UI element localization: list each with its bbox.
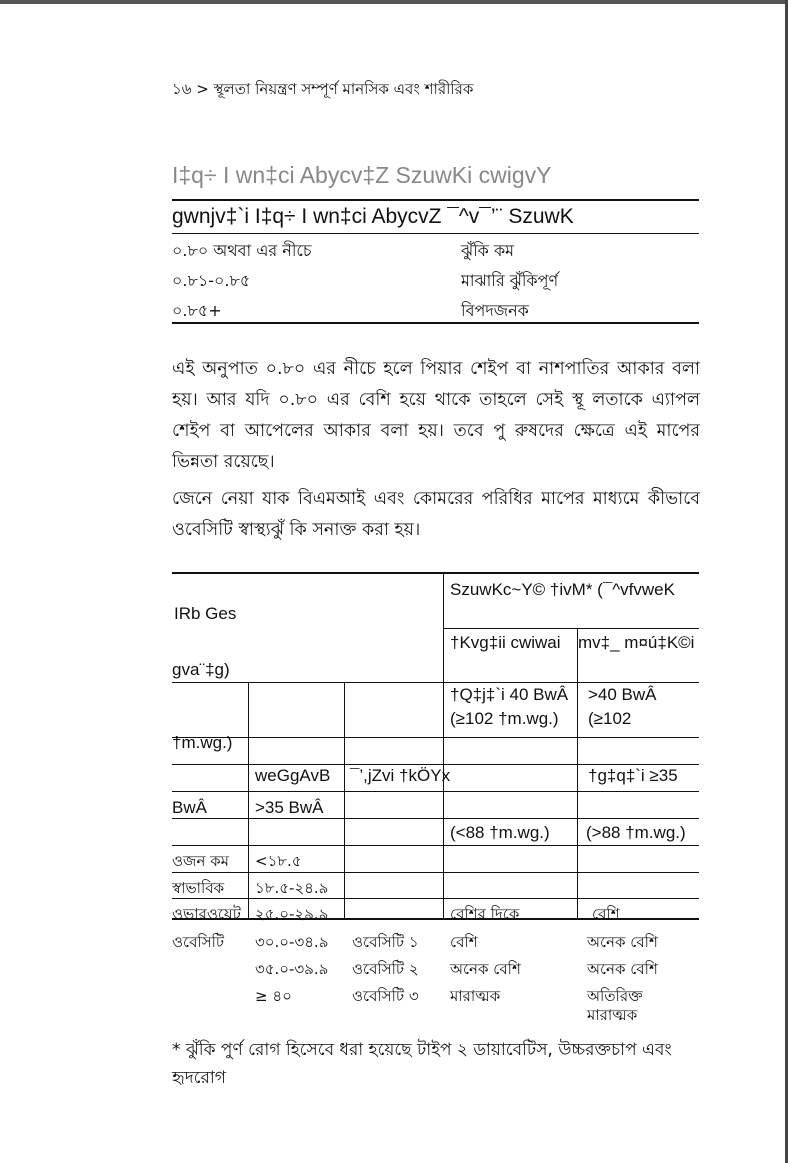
table2-sub-head: mv‡_ m¤ú‡K©i [578, 633, 695, 652]
table2-bmi: ৩০.০-৩৪.৯ [255, 933, 329, 951]
table1-ratio: ০.৮০ অথবা এর নীচে [172, 241, 312, 260]
table2-vrule [248, 682, 249, 919]
table2-rule [172, 764, 699, 765]
table2-risk2-extra: মারাত্মক [587, 1006, 638, 1024]
table2-head-cell: ¯’,jZvi †kÖYx [350, 766, 451, 785]
table1-risk: ঝুঁকি কম [461, 241, 515, 260]
table2-vrule [344, 682, 345, 919]
running-header: ১৬ > স্থূলতা নিয়ন্ত্রণ সম্পূর্ণ মানসিক এবং শারীরিক [172, 80, 474, 98]
table2-bmi: ৩৫.০-৩৯.৯ [255, 960, 329, 978]
table1-top-rule [172, 199, 699, 201]
table2-vrule [443, 573, 444, 919]
table2-rule [172, 872, 699, 873]
section-title: I‡q÷ I wn‡ci Abycv‡Z SzuwKi cwigvY [172, 162, 552, 188]
table2-risk2: অতিরিক্ত [587, 987, 643, 1005]
table2-risk2: অনেক বেশি [587, 960, 658, 978]
table2-head-cell: (<88 †m.wg.) [450, 823, 550, 842]
table2-head-cell: >35 BwÂ [255, 798, 324, 817]
table2-rule [172, 737, 699, 738]
table2-col-head: gva¨‡g) [172, 660, 230, 679]
page-top-border [0, 0, 788, 4]
table2-rule [172, 898, 699, 899]
table2-head-cell: weGgAvB [255, 766, 331, 785]
table2-bmi: <১৮.৫ [255, 852, 302, 870]
table2-head-cell: †m.wg.) [172, 733, 233, 752]
table1-ratio: ০.৮৫+ [172, 301, 222, 320]
table2-col-head: IRb Ges [174, 604, 237, 623]
table2-head-cell: †g‡q‡`i ≥35 [588, 766, 678, 785]
paragraph: জেনে নেয়া যাক বিএমআই এবং কোমরের পরিধির মাপের মাধ্যমে কীভাবে ওবেসিটি স্বাস্থ্যঝুঁ কি সনাক্ত করা হয়। [172, 489, 700, 540]
table2-risk2: বেশি [592, 905, 620, 923]
table2-rule [172, 682, 699, 683]
table2-category: ওভারওয়েট [172, 905, 241, 923]
table2-risk1: অনেক বেশি [450, 960, 521, 978]
table2-category: ওবেসিটি [172, 933, 225, 951]
table2-rule [172, 791, 699, 792]
table2-class: ওবেসিটি ২ [352, 960, 419, 978]
table1-ratio: ০.৮১-০.৮৫ [172, 271, 251, 290]
table2-head-cell: (>88 †m.wg.) [586, 823, 686, 842]
table2-class: ওবেসিটি ১ [352, 933, 419, 951]
table2-category: স্বাভাবিক [172, 879, 225, 897]
table2-risk1: বেশি [450, 933, 478, 951]
table2-bmi: ১৮.৫-২৪.৯ [255, 879, 329, 897]
paragraph: এই অনুপাত ০.৮০ এর নীচে হলে পিয়ার শেইপ বা নাশপাতির আকার বলা হয়। আর যদি ০.৮০ এর বেশি হয়ে থাকে তাহলে সেই স্থূ লতাকে এ্যাপল শেইপ বা আপেলের আকার বলা হয়। তবে পু রুষদের ক্ষেত্রে এই মাপের ভিন্নতা রয়েছে। [172, 359, 700, 472]
table2-class: ওবেসিটি ৩ [352, 987, 419, 1005]
table2-head-cell: (≥102 [588, 709, 632, 728]
table2-vrule [577, 628, 578, 919]
footnote: * ঝুঁকি পুর্ণ রোগ হিসেবে ধরা হয়েছে টাইপ ২ ডায়াবেটিস, উচ্চরক্তচাপ এবং হৃদরোগ [172, 1040, 672, 1088]
table2-risk1: মারাত্মক [450, 987, 501, 1005]
table2-risk1: বেশির দিকে [450, 905, 520, 923]
table1-header: gwnjv‡`i I‡q÷ I wn‡ci AbycvZ ¯^v¯’¨ SzuwK [172, 205, 574, 228]
table2-head-cell: >40 BwÂ [588, 685, 657, 704]
table2-rule [443, 628, 699, 629]
table2-risk2: অনেক বেশি [587, 933, 658, 951]
table2-rule [172, 818, 699, 819]
table2-bmi: ≥ ৪০ [255, 987, 292, 1005]
table2-head-cell: †Q‡j‡`i 40 BwÂ [450, 685, 569, 704]
table2-rule [172, 845, 699, 846]
table2-head-cell: (≥102 †m.wg.) [450, 709, 559, 728]
table1-header-rule [172, 233, 699, 234]
table1-bottom-rule [172, 322, 699, 324]
table1-risk: মাঝারি ঝুঁকিপূর্ণ [461, 271, 559, 290]
table2-group-head: SzuwKc~Y© †ivM* (¯^vfvweK [450, 580, 675, 599]
table2-head-cell: BwÂ [172, 798, 207, 817]
table2-sub-head: †Kvg‡ii cwiwai [450, 633, 561, 652]
table2-category: ওজন কম [172, 852, 230, 870]
table2-top-rule [172, 572, 699, 574]
table2-bmi: ২৫.০-২৯.৯ [255, 905, 329, 923]
table1-risk: বিপদজনক [461, 301, 529, 320]
